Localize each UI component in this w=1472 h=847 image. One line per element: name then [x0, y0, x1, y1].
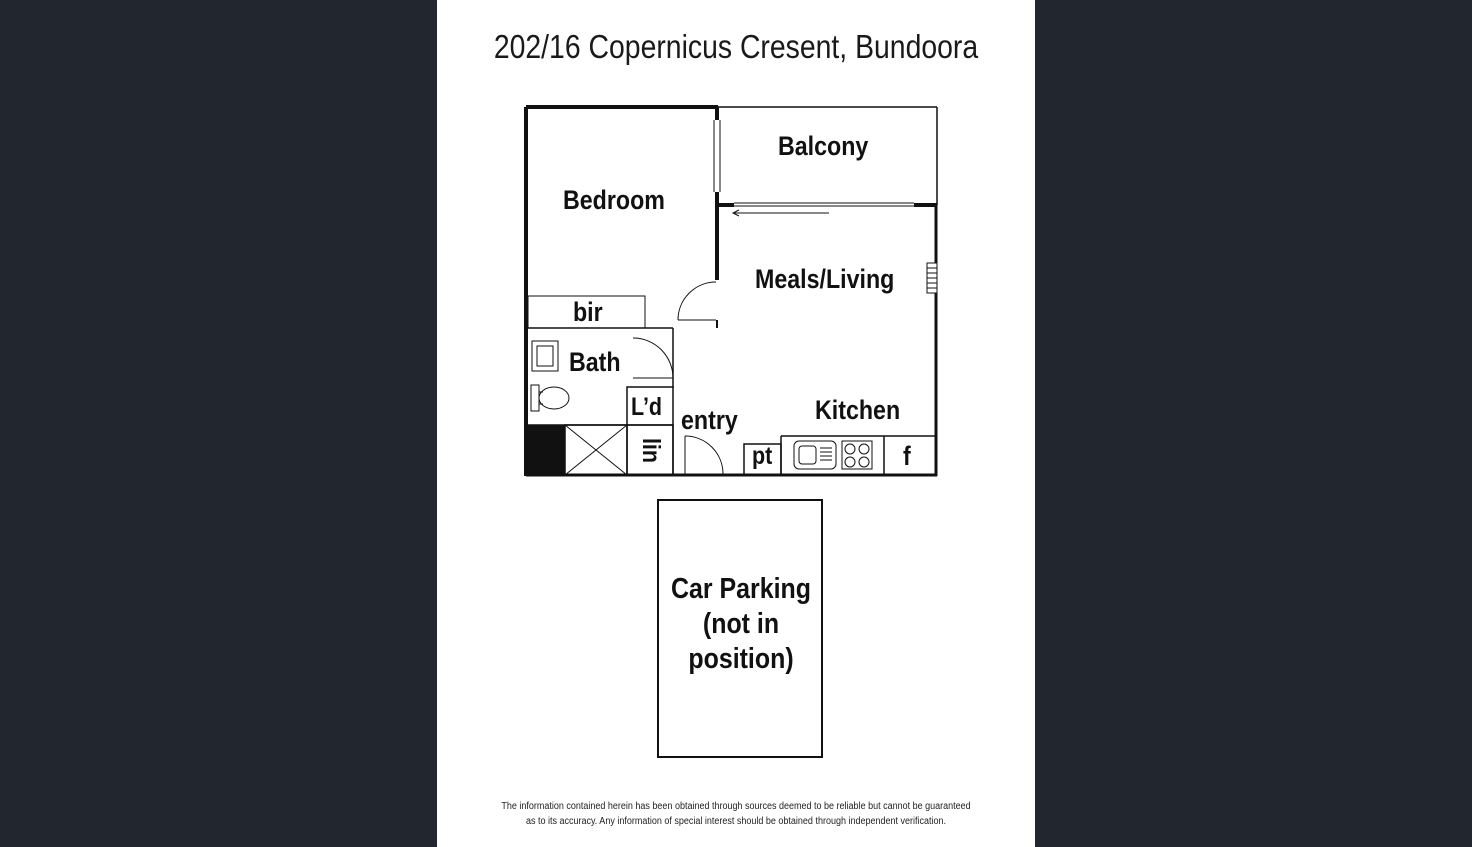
room-label-linen: [637, 432, 666, 468]
car-parking-line-1: Car Parking: [670, 573, 811, 605]
car-parking-line-2: (not in: [702, 608, 780, 640]
bath-fixtures: [531, 341, 569, 411]
kitchen-sink-icon: [794, 441, 836, 469]
disclaimer-line-1: The information contained herein has been obtained through sources deemed to be reliable but cannot be guaranteed: [501, 801, 971, 812]
car-parking-line-3: position): [688, 643, 794, 675]
car-parking-label: [670, 572, 811, 677]
structural-column: [526, 425, 565, 476]
cooktop-icon: [842, 441, 872, 469]
room-label-bedroom: Bedroom: [563, 185, 665, 215]
page-title: 202/16 Copernicus Cresent, Bundoora: [493, 28, 979, 65]
room-label-linen-text: lin: [637, 437, 666, 463]
disclaimer-line-2: as to its accuracy. Any information of special interest should be obtained through independent verification.: [525, 816, 947, 827]
room-label-meals-living: Meals/Living: [755, 264, 895, 294]
disclaimer: [494, 799, 978, 829]
room-label-bir: bir: [573, 297, 603, 327]
room-label-entry: entry: [681, 405, 738, 435]
floor-plan-sheet: [437, 0, 1035, 847]
room-label-kitchen: Kitchen: [815, 395, 901, 425]
room-label-balcony: Balcony: [778, 131, 869, 161]
room-label-fridge: f: [903, 441, 911, 471]
room-label-laundry: L’d: [631, 393, 663, 421]
living-window: [927, 263, 937, 293]
room-label-bath: Bath: [569, 347, 621, 377]
room-label-pantry: pt: [752, 442, 773, 470]
